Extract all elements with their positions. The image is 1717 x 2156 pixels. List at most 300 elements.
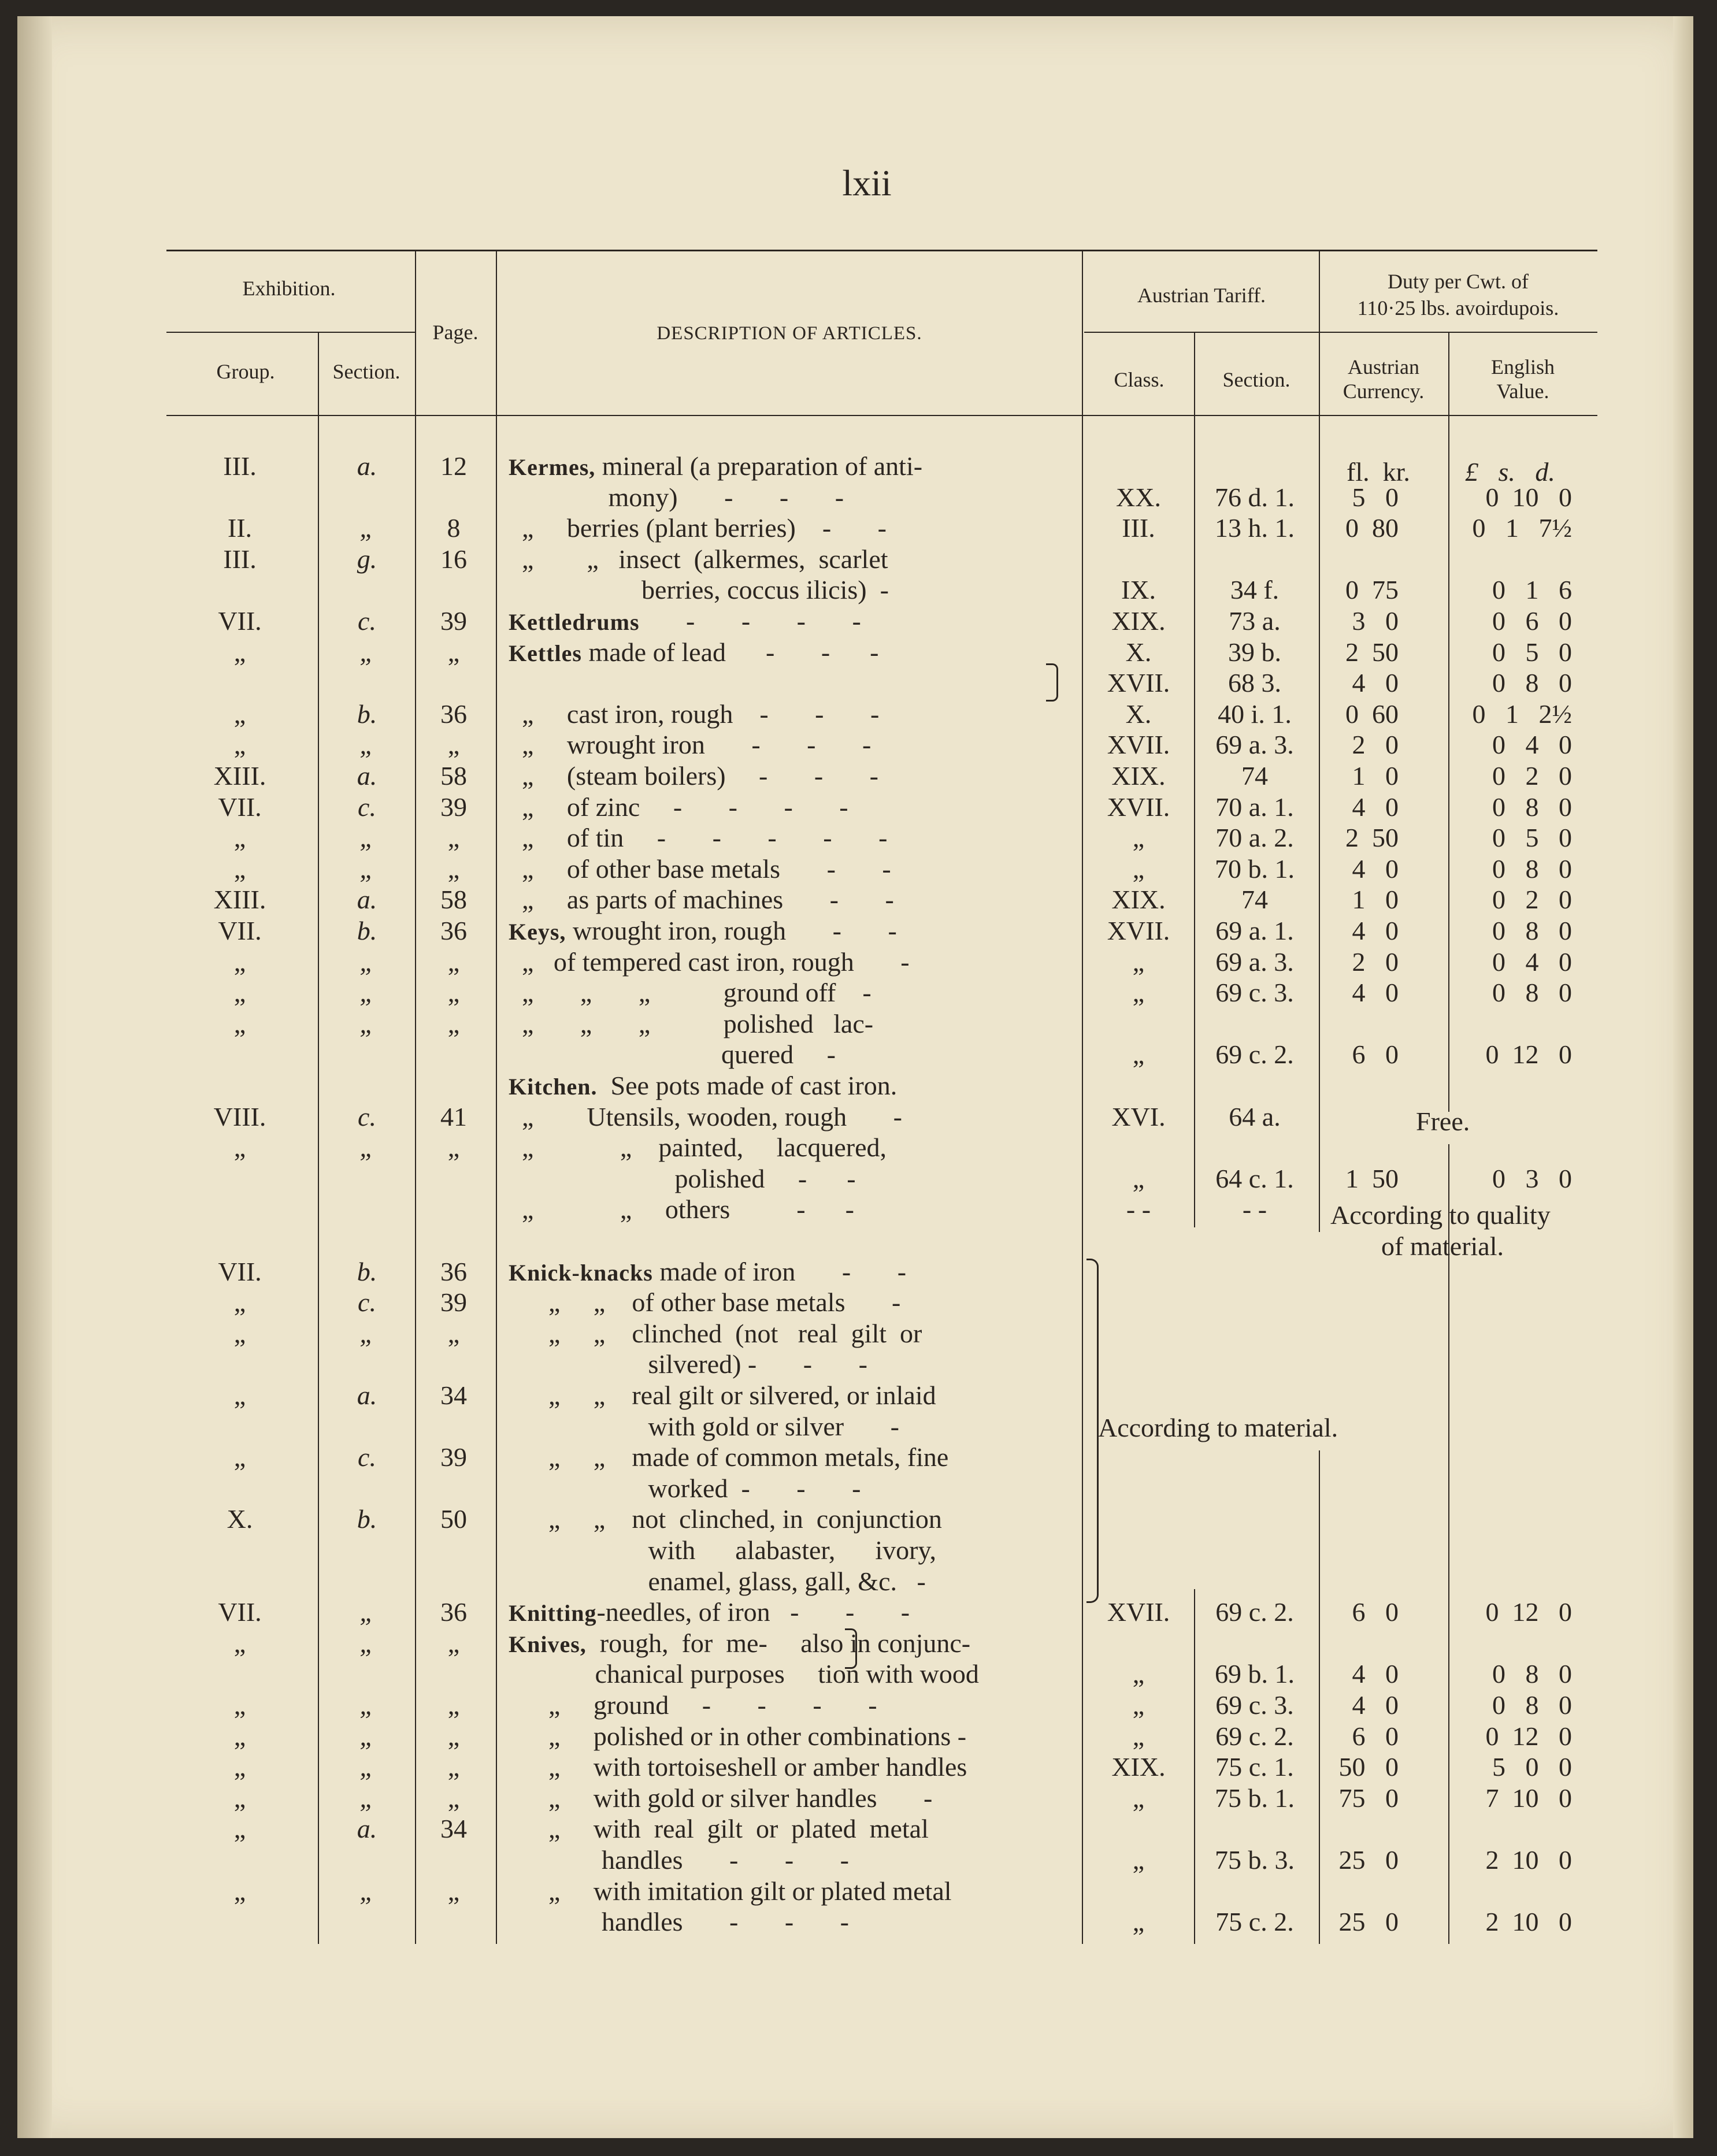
header-austrian-currency-2: Currency. bbox=[1343, 380, 1425, 403]
kettles-brace bbox=[1046, 663, 1058, 702]
page-cell: 41 bbox=[440, 1101, 467, 1131]
tariff-section-cell: 40 i. 1. bbox=[1218, 699, 1292, 729]
tariff-section-cell: 69 b. 1. bbox=[1215, 1659, 1295, 1689]
description-cell bbox=[509, 1473, 861, 1504]
header-english-value-2: Value. bbox=[1496, 380, 1549, 403]
section-cell: „ bbox=[359, 513, 374, 543]
description-cell bbox=[509, 1318, 922, 1349]
group-cell: „ bbox=[233, 978, 246, 1008]
entry-text: worked - - - bbox=[509, 1473, 861, 1503]
description-cell bbox=[509, 1658, 979, 1689]
group-cell: „ bbox=[233, 1442, 246, 1472]
tariff-section-cell: 69 c. 3. bbox=[1215, 978, 1294, 1008]
class-cell: X. bbox=[1125, 637, 1152, 667]
page-cell: „ bbox=[447, 1133, 460, 1163]
class-cell: - - bbox=[1126, 1194, 1151, 1224]
page-cell: „ bbox=[447, 1318, 460, 1348]
austrian-currency-cell: 1 0 bbox=[1352, 761, 1399, 791]
page-cell: „ bbox=[447, 947, 460, 977]
description-cell bbox=[509, 977, 872, 1008]
entry-text: „ with real gilt or plated metal bbox=[509, 1814, 929, 1844]
section-cell: b. bbox=[357, 916, 377, 945]
entry-heading: Kettles bbox=[509, 640, 582, 666]
description-cell bbox=[509, 1751, 967, 1782]
description-cell bbox=[509, 1721, 966, 1751]
description-cell bbox=[509, 854, 891, 884]
note-free: Free. bbox=[1416, 1107, 1470, 1136]
knives-brace bbox=[845, 1628, 857, 1669]
units-lsd: £ s. d. bbox=[1465, 457, 1555, 487]
class-cell: „ bbox=[1132, 1783, 1145, 1813]
group-cell: VII. bbox=[218, 1256, 262, 1286]
description-cell bbox=[509, 1442, 948, 1472]
group-cell: „ bbox=[233, 730, 246, 760]
page-cell: 58 bbox=[440, 885, 467, 915]
knick-knacks-brace bbox=[1086, 1259, 1099, 1603]
austrian-currency-cell: 75 0 bbox=[1338, 1783, 1399, 1813]
section-cell: „ bbox=[359, 947, 374, 977]
description-cell bbox=[509, 1504, 942, 1534]
entry-text: „ „ „ ground off - bbox=[509, 978, 872, 1008]
page-cell: „ bbox=[447, 1721, 460, 1751]
english-value-cell: 2 10 0 bbox=[1485, 1907, 1572, 1937]
english-value-cell: 0 1 7½ bbox=[1472, 513, 1572, 543]
entry-text: made of lead - - - bbox=[581, 637, 879, 667]
class-cell: „ bbox=[1132, 823, 1145, 853]
entry-text: „ „ clinched (not real gilt or bbox=[509, 1318, 922, 1348]
entry-text: rough, for me- also in conjunc- bbox=[586, 1628, 971, 1658]
english-value-cell: 0 8 0 bbox=[1492, 1690, 1572, 1720]
group-cell: III. bbox=[223, 544, 257, 574]
description-cell bbox=[509, 1163, 856, 1194]
group-cell: „ bbox=[233, 1690, 246, 1720]
class-cell: „ bbox=[1132, 1721, 1145, 1751]
english-value-cell: 0 2 0 bbox=[1492, 885, 1572, 915]
tariff-section-cell: - - bbox=[1242, 1194, 1267, 1224]
description-cell bbox=[509, 574, 889, 605]
description-cell bbox=[509, 915, 897, 946]
page-cell: 8 bbox=[447, 513, 461, 543]
tariff-section-cell: 73 a. bbox=[1229, 606, 1281, 636]
tariff-section-cell: 69 a. 3. bbox=[1215, 730, 1294, 760]
tariff-section-cell: 76 d. 1. bbox=[1215, 482, 1295, 512]
entry-heading: Kermes, bbox=[509, 454, 596, 480]
class-cell: „ bbox=[1132, 1659, 1145, 1689]
english-value-cell: 2 10 0 bbox=[1485, 1845, 1572, 1875]
description-cell bbox=[509, 1194, 854, 1224]
description-cell bbox=[509, 1906, 849, 1937]
austrian-currency-cell: 6 0 bbox=[1352, 1597, 1399, 1627]
group-cell: III. bbox=[223, 451, 257, 481]
page-cell: „ bbox=[447, 1876, 460, 1906]
page-cell: „ bbox=[447, 1628, 460, 1658]
page-cell: 58 bbox=[440, 761, 467, 791]
group-cell: VII. bbox=[218, 1597, 262, 1627]
tariff-section-cell: 75 b. 1. bbox=[1215, 1783, 1295, 1813]
group-cell: „ bbox=[233, 854, 246, 884]
tariff-section-cell: 69 c. 2. bbox=[1215, 1040, 1294, 1070]
section-cell: „ bbox=[359, 637, 374, 667]
section-cell: „ bbox=[359, 1721, 374, 1751]
group-cell: „ bbox=[233, 1721, 246, 1751]
page-cell: „ bbox=[447, 730, 460, 760]
page-cell: 36 bbox=[440, 1256, 467, 1286]
tariff-section-cell: 70 b. 1. bbox=[1215, 854, 1295, 884]
description-cell bbox=[509, 451, 922, 481]
entry-text: „ of tin - - - - - bbox=[509, 823, 888, 853]
section-cell: „ bbox=[359, 1690, 374, 1720]
tariff-section-cell: 69 c. 2. bbox=[1215, 1721, 1294, 1751]
section-cell: „ bbox=[359, 1318, 374, 1348]
group-cell: II. bbox=[227, 513, 253, 543]
page-cell: 36 bbox=[440, 699, 467, 729]
section-cell: c. bbox=[358, 1442, 376, 1472]
tariff-section-cell: 70 a. 1. bbox=[1215, 792, 1294, 822]
english-value-cell: 0 8 0 bbox=[1492, 854, 1572, 884]
entry-text: handles - - - bbox=[509, 1907, 849, 1937]
description-cell bbox=[509, 1256, 906, 1287]
page-cell: „ bbox=[447, 978, 460, 1008]
group-cell: XIII. bbox=[213, 761, 266, 791]
entry-text: „ cast iron, rough - - - bbox=[509, 699, 880, 729]
entry-text: polished - - bbox=[509, 1163, 856, 1193]
class-cell: „ bbox=[1132, 1163, 1145, 1193]
austrian-currency-cell: 2 0 bbox=[1352, 947, 1399, 977]
section-cell: a. bbox=[357, 885, 377, 915]
section-cell: „ bbox=[359, 854, 374, 884]
header-section: Section. bbox=[332, 360, 400, 383]
austrian-currency-cell: 3 0 bbox=[1352, 606, 1399, 636]
description-cell bbox=[509, 513, 887, 543]
header-austrian-currency-1: Austrian bbox=[1348, 355, 1419, 378]
class-cell: XIX. bbox=[1111, 885, 1166, 915]
description-cell bbox=[509, 1411, 899, 1442]
group-cell: „ bbox=[233, 637, 246, 667]
group-cell: „ bbox=[233, 1752, 246, 1782]
entry-text: „ with imitation gilt or plated metal bbox=[509, 1876, 952, 1906]
entry-text: „ „ insect (alkermes, scarlet bbox=[509, 544, 888, 574]
entry-text: mineral (a preparation of anti- bbox=[595, 451, 923, 481]
entry-text: „ „ real gilt or silvered, or inlaid bbox=[509, 1381, 936, 1410]
description-cell bbox=[509, 1535, 936, 1565]
page-cell: 39 bbox=[440, 1287, 467, 1318]
group-cell: „ bbox=[233, 699, 246, 729]
description-cell bbox=[509, 637, 878, 667]
austrian-currency-cell: 6 0 bbox=[1352, 1040, 1399, 1070]
group-cell: VIII. bbox=[213, 1101, 266, 1131]
description-cell bbox=[509, 822, 887, 853]
note-according-quality-1: According to quality bbox=[1330, 1200, 1551, 1230]
entry-text: with gold or silver - bbox=[509, 1411, 899, 1441]
header-duty-line1: Duty per Cwt. of bbox=[1388, 270, 1529, 293]
tariff-section-cell: 68 3. bbox=[1228, 668, 1281, 698]
header-duty-line2: 110·25 lbs. avoirdupois. bbox=[1357, 296, 1559, 320]
header-austrian-tariff: Austrian Tariff. bbox=[1137, 284, 1266, 307]
section-cell: a. bbox=[357, 451, 377, 481]
page-cell: 34 bbox=[440, 1381, 467, 1410]
group-cell: XIII. bbox=[213, 885, 266, 915]
english-value-cell: 0 10 0 bbox=[1485, 482, 1572, 512]
class-cell: „ bbox=[1132, 978, 1145, 1008]
page-cell: 39 bbox=[440, 606, 467, 636]
section-cell: „ bbox=[359, 1783, 374, 1813]
description-cell bbox=[509, 1349, 867, 1379]
section-cell: c. bbox=[358, 606, 376, 636]
group-cell: VII. bbox=[218, 916, 262, 945]
page-cell: 39 bbox=[440, 792, 467, 822]
entry-text: „ Utensils, wooden, rough - bbox=[509, 1101, 902, 1131]
class-cell: XVII. bbox=[1107, 1597, 1170, 1627]
english-value-cell: 0 8 0 bbox=[1492, 978, 1572, 1008]
description-cell bbox=[509, 884, 894, 915]
class-cell: XVII. bbox=[1107, 916, 1170, 945]
class-cell: XIX. bbox=[1111, 606, 1166, 636]
english-value-cell: 0 4 0 bbox=[1492, 947, 1572, 977]
entry-heading: Kettledrums bbox=[509, 609, 640, 635]
english-value-cell: 0 8 0 bbox=[1492, 668, 1572, 698]
page-cell: „ bbox=[447, 1752, 460, 1782]
class-cell: X. bbox=[1125, 699, 1152, 729]
page-cell: „ bbox=[447, 823, 460, 853]
english-value-cell: 0 12 0 bbox=[1485, 1597, 1572, 1627]
header-group: Group. bbox=[216, 360, 275, 383]
austrian-currency-cell: 0 80 bbox=[1345, 513, 1399, 543]
description-cell bbox=[509, 1690, 877, 1720]
class-cell: XVII. bbox=[1107, 730, 1170, 760]
english-value-cell: 0 3 0 bbox=[1492, 1163, 1572, 1193]
entry-text: „ „ „ polished lac- bbox=[509, 1008, 874, 1038]
section-cell: g. bbox=[357, 544, 377, 574]
entry-heading: Knives, bbox=[509, 1631, 587, 1657]
section-cell: c. bbox=[358, 792, 376, 822]
tariff-section-cell: 13 h. 1. bbox=[1215, 513, 1295, 543]
entry-text: mony) - - - bbox=[509, 482, 844, 512]
page-cell: „ bbox=[447, 1008, 460, 1038]
austrian-currency-cell: 4 0 bbox=[1352, 1659, 1399, 1689]
tariff-section-cell: 74 bbox=[1241, 885, 1268, 915]
section-cell: b. bbox=[357, 1256, 377, 1286]
page-cell: „ bbox=[447, 1690, 460, 1720]
english-value-cell: 0 8 0 bbox=[1492, 1659, 1572, 1689]
entry-heading: Knick-knacks bbox=[509, 1259, 653, 1286]
tariff-section-cell: 70 a. 2. bbox=[1215, 823, 1294, 853]
austrian-currency-cell: 5 0 bbox=[1352, 482, 1399, 512]
entry-heading: Keys, bbox=[509, 919, 566, 945]
entry-text: „ of zinc - - - - bbox=[509, 792, 848, 822]
description-cell bbox=[509, 792, 848, 822]
austrian-currency-cell: 4 0 bbox=[1352, 916, 1399, 945]
english-value-cell: 0 12 0 bbox=[1485, 1721, 1572, 1751]
group-cell: „ bbox=[233, 1876, 246, 1906]
description-cell bbox=[509, 1039, 836, 1070]
class-cell: „ bbox=[1132, 854, 1145, 884]
description-cell bbox=[509, 760, 878, 791]
entry-text: „ „ others - - bbox=[509, 1194, 854, 1224]
english-value-cell: 0 6 0 bbox=[1492, 606, 1572, 636]
entry-text: „ of other base metals - - bbox=[509, 854, 891, 884]
austrian-currency-cell: 4 0 bbox=[1352, 854, 1399, 884]
description-cell bbox=[509, 699, 879, 729]
group-cell: „ bbox=[233, 1008, 246, 1038]
austrian-currency-cell: 1 0 bbox=[1352, 885, 1399, 915]
section-cell: „ bbox=[359, 730, 374, 760]
austrian-currency-cell: 50 0 bbox=[1338, 1752, 1399, 1782]
english-value-cell: 0 5 0 bbox=[1492, 823, 1572, 853]
header-class: Class. bbox=[1114, 368, 1165, 391]
entry-text: „ „ painted, lacquered, bbox=[509, 1133, 887, 1163]
entry-text: „ „ not clinched, in conjunction bbox=[509, 1504, 942, 1534]
class-cell: XIX. bbox=[1111, 761, 1166, 791]
entry-text: made of iron - - bbox=[652, 1256, 907, 1286]
entry-text: „ ground - - - - bbox=[509, 1690, 877, 1720]
section-cell: b. bbox=[357, 1504, 377, 1534]
entry-text: „ polished or in other combinations - bbox=[509, 1721, 967, 1751]
english-value-cell: 0 1 2½ bbox=[1472, 699, 1572, 729]
group-cell: „ bbox=[233, 823, 246, 853]
english-value-cell: 0 8 0 bbox=[1492, 916, 1572, 945]
class-cell: III. bbox=[1122, 513, 1155, 543]
tariff-section-cell: 39 b. bbox=[1228, 637, 1281, 667]
section-cell: „ bbox=[359, 823, 374, 853]
group-cell: „ bbox=[233, 1783, 246, 1813]
austrian-currency-cell: 4 0 bbox=[1352, 1690, 1399, 1720]
entry-heading: Knitting bbox=[509, 1600, 597, 1627]
entry-text: See pots made of cast iron. bbox=[597, 1071, 898, 1100]
tariff-section-cell: 69 c. 3. bbox=[1215, 1690, 1294, 1720]
page-cell: 16 bbox=[440, 544, 467, 574]
entry-text: -needles, of iron - - - bbox=[596, 1597, 910, 1627]
description-cell bbox=[509, 482, 844, 513]
class-cell: „ bbox=[1132, 1845, 1145, 1875]
entry-text: „ as parts of machines - - bbox=[509, 885, 894, 915]
group-cell: „ bbox=[233, 1381, 246, 1410]
page-cell: 36 bbox=[440, 916, 467, 945]
entry-heading: Kitchen. bbox=[509, 1074, 598, 1100]
entry-text: handles - - - bbox=[509, 1845, 849, 1875]
austrian-currency-cell: 4 0 bbox=[1352, 978, 1399, 1008]
austrian-currency-cell: 4 0 bbox=[1352, 668, 1399, 698]
description-cell bbox=[509, 1845, 849, 1875]
description-cell bbox=[509, 1101, 902, 1132]
page-cell: 36 bbox=[440, 1597, 467, 1627]
austrian-currency-cell: 2 50 bbox=[1345, 637, 1399, 667]
class-cell: XVII. bbox=[1107, 668, 1170, 698]
header-page: Page. bbox=[432, 321, 479, 344]
entry-text: „ wrought iron - - - bbox=[509, 730, 872, 760]
class-cell: XX. bbox=[1116, 482, 1161, 512]
description-cell bbox=[509, 1597, 910, 1627]
header-tariff-section: Section. bbox=[1222, 368, 1290, 391]
class-cell: IX. bbox=[1121, 575, 1156, 605]
header-exhibition: Exhibition. bbox=[242, 277, 336, 300]
page-cell: „ bbox=[447, 1783, 460, 1813]
english-value-cell: 0 1 6 bbox=[1492, 575, 1572, 605]
description-cell bbox=[509, 1783, 932, 1813]
section-cell: „ bbox=[359, 1597, 374, 1627]
class-cell: „ bbox=[1132, 947, 1145, 977]
entry-text: „ (steam boilers) - - - bbox=[509, 761, 879, 791]
entry-text: „ with gold or silver handles - bbox=[509, 1783, 933, 1813]
group-cell: „ bbox=[233, 1318, 246, 1348]
class-cell: XVII. bbox=[1107, 792, 1170, 822]
austrian-currency-cell: 0 60 bbox=[1345, 699, 1399, 729]
description-cell bbox=[509, 1566, 926, 1597]
entry-text: berries, coccus ilicis) - bbox=[509, 575, 889, 605]
class-cell: „ bbox=[1132, 1690, 1145, 1720]
section-cell: „ bbox=[359, 1008, 374, 1038]
austrian-currency-cell: 6 0 bbox=[1352, 1721, 1399, 1751]
english-value-cell: 0 5 0 bbox=[1492, 637, 1572, 667]
section-cell: „ bbox=[359, 1876, 374, 1906]
austrian-currency-cell: 2 50 bbox=[1345, 823, 1399, 853]
description-cell bbox=[509, 947, 910, 977]
page-cell: „ bbox=[447, 637, 460, 667]
tariff-section-cell: 34 f. bbox=[1230, 575, 1280, 605]
class-cell: XVI. bbox=[1111, 1101, 1166, 1131]
description-cell bbox=[509, 606, 861, 636]
description-cell bbox=[509, 1876, 952, 1906]
group-cell: X. bbox=[227, 1504, 253, 1534]
group-cell: „ bbox=[233, 1287, 246, 1318]
units-fl-kr: fl. kr. bbox=[1347, 457, 1410, 487]
description-cell bbox=[509, 1628, 970, 1658]
entry-text: „ with tortoiseshell or amber handles bbox=[509, 1752, 967, 1782]
section-cell: a. bbox=[357, 1381, 377, 1410]
description-cell bbox=[509, 544, 888, 574]
section-cell: „ bbox=[359, 978, 374, 1008]
austrian-currency-cell: 2 0 bbox=[1352, 730, 1399, 760]
page-cell: 39 bbox=[440, 1442, 467, 1472]
description-cell bbox=[509, 1132, 887, 1163]
header-description: DESCRIPTION OF ARTICLES. bbox=[657, 323, 922, 344]
page-cell: 12 bbox=[440, 451, 467, 481]
tariff-section-cell: 75 c. 1. bbox=[1215, 1752, 1294, 1782]
group-cell: „ bbox=[233, 947, 246, 977]
description-cell bbox=[509, 1070, 897, 1101]
tariff-section-cell: 74 bbox=[1241, 761, 1268, 791]
english-value-cell: 0 2 0 bbox=[1492, 761, 1572, 791]
entry-text: wrought iron, rough - - bbox=[566, 916, 897, 945]
page-number: lxii bbox=[842, 162, 892, 203]
section-cell: „ bbox=[359, 1628, 374, 1658]
english-value-cell: 7 10 0 bbox=[1485, 1783, 1572, 1813]
entry-text: quered - bbox=[509, 1040, 836, 1070]
group-cell: „ bbox=[233, 1628, 246, 1658]
section-cell: a. bbox=[357, 1814, 377, 1844]
entry-text: „ of tempered cast iron, rough - bbox=[509, 947, 910, 977]
tariff-section-cell: 64 c. 1. bbox=[1215, 1163, 1294, 1193]
page-cell: „ bbox=[447, 854, 460, 884]
note-according-quality-2: of material. bbox=[1381, 1231, 1504, 1261]
english-value-cell: 5 0 0 bbox=[1492, 1752, 1572, 1782]
entry-text: „ berries (plant berries) - - bbox=[509, 513, 887, 543]
description-cell bbox=[509, 729, 871, 760]
tariff-section-cell: 64 a. bbox=[1229, 1101, 1281, 1131]
tariff-section-cell: 69 a. 3. bbox=[1215, 947, 1294, 977]
class-cell: „ bbox=[1132, 1907, 1145, 1937]
description-cell bbox=[509, 1287, 900, 1318]
tariff-section-cell: 75 c. 2. bbox=[1215, 1907, 1294, 1937]
group-cell: VII. bbox=[218, 792, 262, 822]
austrian-currency-cell: 4 0 bbox=[1352, 792, 1399, 822]
class-cell: XIX. bbox=[1111, 1752, 1166, 1782]
austrian-currency-cell: 1 50 bbox=[1345, 1163, 1399, 1193]
tariff-section-cell: 69 a. 1. bbox=[1215, 916, 1294, 945]
english-value-cell: 0 8 0 bbox=[1492, 792, 1572, 822]
group-cell: „ bbox=[233, 1814, 246, 1844]
austrian-currency-cell: 0 75 bbox=[1345, 575, 1399, 605]
section-cell: c. bbox=[358, 1101, 376, 1131]
